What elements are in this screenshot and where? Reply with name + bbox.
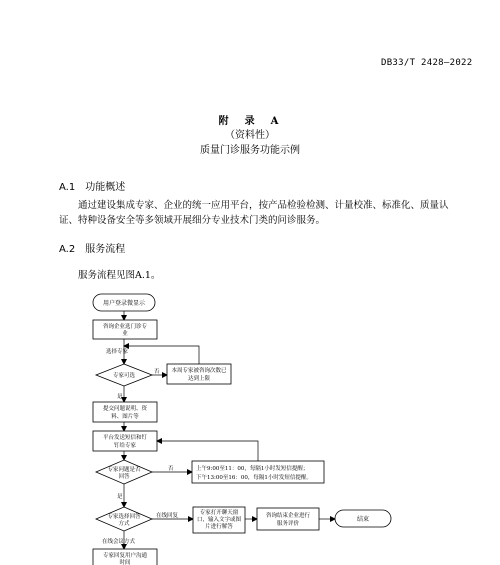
- step-text: 料、图片等: [111, 414, 139, 420]
- step-text: 提交问题说明、资: [102, 406, 148, 412]
- section-paragraph-a2: 服务流程见图A.1。: [78, 270, 161, 281]
- connector: [124, 346, 199, 364]
- decision-text: 回答: [118, 474, 130, 480]
- section-heading-a1: A.1 功能概述: [59, 182, 126, 193]
- step-text: 业: [122, 331, 128, 337]
- limit-text: 本周专家被咨询次数已: [171, 368, 227, 374]
- label-no: 否: [168, 466, 174, 472]
- label-no: 否: [154, 369, 160, 375]
- start-text: 用户登录微显示: [102, 300, 146, 307]
- annex-title: 质量门诊服务功能示例: [200, 145, 300, 156]
- chat-text: 片进行解答: [205, 524, 233, 530]
- standard-number: DB33/T 2428—2022: [381, 58, 473, 68]
- decision-text: 专家选择回答: [107, 514, 141, 520]
- chat-text: 口，输入文字或图: [196, 517, 242, 523]
- decision-text: 专家可选: [112, 373, 136, 379]
- decision-text: 专家问题是否: [107, 467, 141, 473]
- reminder-text: 上午9:00至11：00，每隔1小时发短信提醒；: [196, 466, 309, 472]
- step-text: 平台发送短信和钉: [102, 435, 148, 441]
- label-yes: 是: [117, 394, 123, 400]
- label-yes: 是: [117, 494, 123, 500]
- section-heading-a2: A.2 服务流程: [59, 244, 126, 255]
- reminder-text: 下午13:00至16：00，每隔1小时发短信提醒。: [196, 475, 312, 481]
- limit-text: 达到上限: [187, 376, 211, 382]
- decision-text: 方式: [118, 521, 130, 527]
- end-text: 结束: [356, 516, 370, 523]
- evaluate-text: 咨询结束企业进行: [265, 513, 311, 519]
- evaluate-text: 服务评价: [276, 521, 300, 527]
- label-online-meeting: 在线会议方式: [102, 539, 136, 545]
- label-online-reply: 在线回复: [156, 513, 179, 519]
- chat-text: 专家打开聊天窗: [199, 510, 239, 516]
- step-text: 专家回复用户沟通: [102, 553, 148, 559]
- annex-label: 附 录 A: [218, 116, 282, 127]
- connector: [157, 441, 258, 461]
- step-text: 时间: [119, 560, 131, 565]
- step-text: 咨询企业选门诊专: [102, 324, 148, 330]
- step-text: 钉给专家: [113, 443, 137, 449]
- label-choose-expert: 选择专家: [106, 349, 129, 355]
- section-paragraph-a1: 通过建设集成专家、企业的统一应用平台，按产品检验检测、计量校准、标准化、质量认证、特种设备安全等多领域开展细分专业技术门类的问诊服务。: [59, 200, 449, 226]
- annex-nature: （资料性）: [225, 130, 275, 141]
